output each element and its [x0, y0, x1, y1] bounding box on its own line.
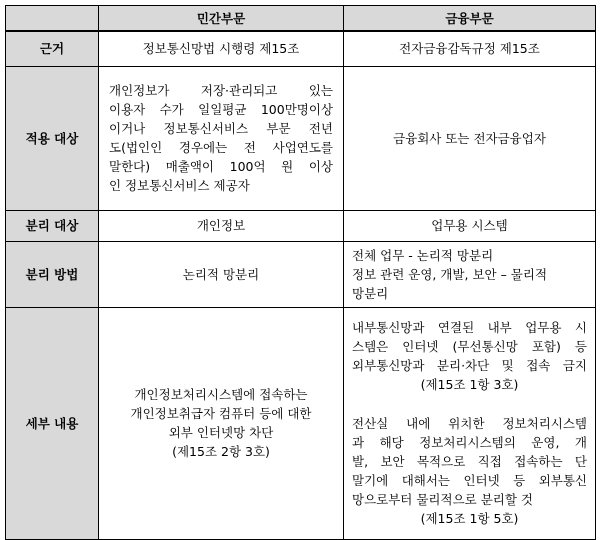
method-private: 논리적 망분리 [99, 241, 344, 307]
scope-private [99, 66, 344, 210]
row-details [6, 307, 596, 539]
comparison-table [5, 5, 596, 540]
scope-private-line: 개인정보가 저장·관리되고 있는 [109, 83, 333, 98]
row-scope [6, 66, 596, 210]
label-method: 분리 방법 [6, 241, 99, 307]
details-private-line: (제15조 2항 3호) [172, 444, 270, 459]
row-basis [6, 31, 596, 66]
basis-finance: 전자금융감독규정 제15조 [344, 31, 596, 66]
details-private-line: 외부 인터넷망 차단 [168, 425, 274, 440]
method-finance-line: 망분리 [352, 285, 389, 301]
label-details: 세부 내용 [6, 307, 99, 539]
details-finance-ref2: (제15조 1항 5호) [420, 511, 519, 526]
method-finance-line: 전체 업무 - 논리적 망분리 [352, 247, 494, 263]
details-finance-para2-line: 말기에 대해서는 인터넷 등 외부통신 [352, 473, 587, 488]
scope-private-line: 인 정보통신서비스 제공자 [109, 178, 250, 193]
details-private-line: 개인정보취급자 컴퓨터 등에 대한 [130, 406, 312, 421]
label-scope: 적용 대상 [6, 66, 99, 210]
details-finance-ref1: (제15조 1항 3호) [420, 377, 519, 392]
details-finance-para1-line: 스템은 인터넷 (무선통신망 포함) 등 [352, 339, 587, 354]
label-basis: 근거 [6, 31, 99, 66]
paragraph-gap [352, 394, 587, 414]
method-finance [344, 241, 596, 307]
header-finance: 금융부문 [344, 6, 596, 32]
scope-private-line: 말한다) 매출액이 100억 원 이상 [109, 159, 333, 174]
header-corner [6, 6, 99, 32]
details-finance-para1-line: 외부통신망과 분리·차단 및 접속 금지 [352, 358, 587, 373]
header-row [6, 6, 596, 32]
details-finance-para2-line: 발, 보안 목적으로 직접 접속하는 단 [352, 454, 587, 469]
details-private-line: 개인정보처리시스템에 접속하는 [134, 387, 308, 402]
scope-private-line: 이용자 수가 일일평균 100만명이상 [109, 102, 333, 117]
row-method [6, 241, 596, 307]
details-finance-para2-line: 망으로부터 물리적으로 분리할 것 [352, 492, 533, 507]
details-finance-para2-line: 과 해당 정보처리시스템의 운영, 개 [352, 435, 587, 450]
details-finance-para1-line: 내부통신망과 연결된 내부 업무용 시 [352, 320, 587, 335]
scope-private-line: 도(법인인 경우에는 전 사업연도를 [109, 140, 333, 155]
method-finance-line: 정보 관련 운영, 개발, 보안 – 물리적 [352, 266, 548, 282]
row-target [6, 210, 596, 241]
target-finance: 업무용 시스템 [344, 210, 596, 241]
header-private: 민간부문 [99, 6, 344, 32]
details-private [99, 307, 344, 539]
scope-private-line: 이거나 정보통신서비스 부문 전년 [109, 121, 333, 136]
details-finance-para2-line: 전산실 내에 위치한 정보처리시스템 [352, 416, 587, 431]
label-target: 분리 대상 [6, 210, 99, 241]
scope-finance: 금융회사 또는 전자금융업자 [344, 66, 596, 210]
basis-private: 정보통신망법 시행령 제15조 [99, 31, 344, 66]
details-finance [344, 307, 596, 539]
target-private: 개인정보 [99, 210, 344, 241]
